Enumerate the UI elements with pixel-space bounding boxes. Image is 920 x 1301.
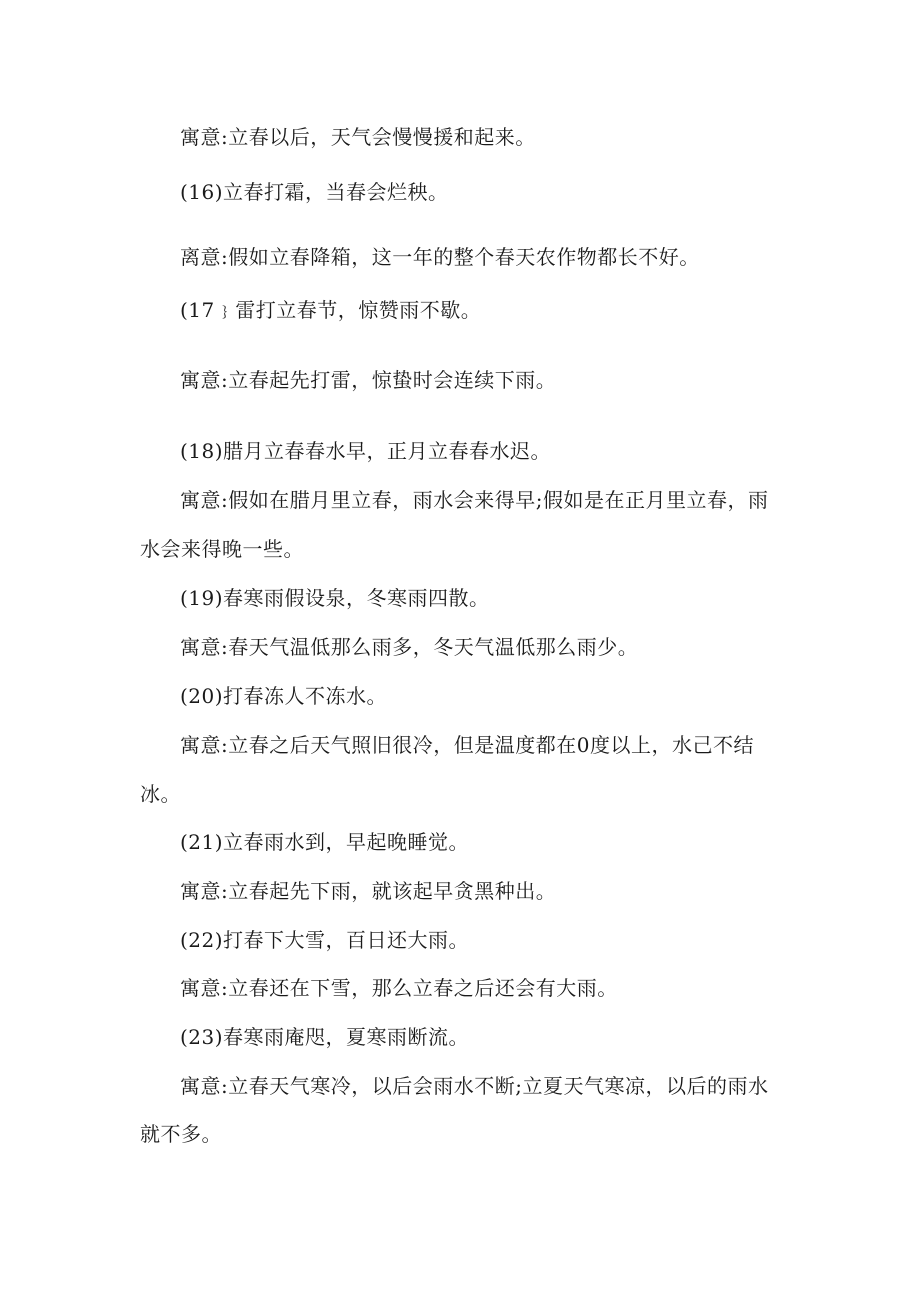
text-line: 寓意:立春之后天气照旧很冷，但是温度都在0度以上，水己不结 [180,733,754,757]
text-line: (23)春寒雨庵咫，夏寒雨断流。 [180,1025,470,1049]
text-line: (19)春寒雨假设泉，冬寒雨四散。 [180,586,490,610]
text-line: 寓意:春天气温低那么雨多，冬天气温低那么雨少。 [180,635,639,659]
text-line: (22)打春下大雪，百日还大雨。 [180,928,470,952]
text-line: 寓意:立春还在下雪，那么立春之后还会有大雨。 [180,976,618,1000]
text-line: 寓意:立春起先下雨，就该起早贪黑种出。 [180,879,557,903]
text-line: 寓意:立春以后，天气会慢慢援和起来。 [180,125,536,149]
text-line: 离意:假如立春降箱，这一年的整个春天农作物都长不好。 [180,245,700,269]
text-line: 就不多。 [140,1122,222,1146]
text-line: 寓意:立春起先打雷，惊蛰时会连续下雨。 [180,368,557,392]
text-line: (17﹜雷打立春节，惊赞雨不歇。 [180,298,482,322]
text-line: 寓意:立春天气寒冷，以后会雨水不断;立夏天气寒凉，以后的雨水 [180,1074,769,1098]
text-line: (21)立春雨水到，早起晚睡觉。 [180,830,470,854]
text-line: 冰。 [140,782,181,806]
text-line: (16)立春打霜，当春会烂秧。 [180,180,449,204]
text-line: (20)打春冻人不冻水。 [180,684,388,708]
text-line: 水会来得晚一些。 [140,537,304,561]
text-line: 寓意:假如在腊月里立春，雨水会来得早;假如是在正月里立春，雨 [180,488,769,512]
text-line: (18)腊月立春春水早，正月立春春水迟。 [180,439,552,463]
